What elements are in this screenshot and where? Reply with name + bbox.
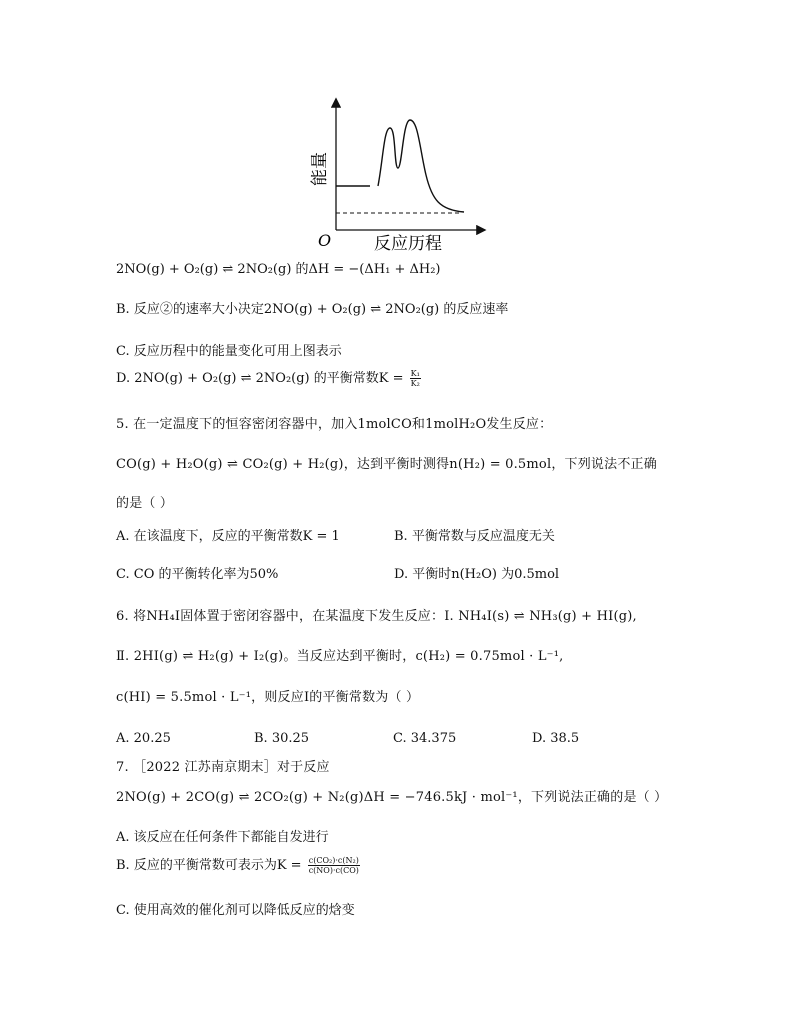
q6-stem-1: 6. 将NH₄I固体置于密闭容器中，在某温度下发生反应：Ⅰ. NH₄I(s) ⇌ NH₃(g) + HI(g), [116, 609, 637, 624]
q6-option-a: A. 20.25 [116, 731, 171, 746]
q7-stem-2: 2NO(g) + 2CO(g) ⇌ 2CO₂(g) + N₂(g)ΔH = −746.5kJ · mol⁻¹，下列说法正确的是（ ） [116, 790, 668, 805]
q7-option-c: C. 使用高效的催化剂可以降低反应的焓变 [116, 903, 355, 918]
k-fraction: $\frac{\text{K₁}}{\text{K₂}}$ [410, 369, 420, 388]
q7-option-b: B. 反应的平衡常数可表示为K = $\frac{\text{c(CO₂)·c(N₂)}}{c(NO)\cdot c(CO)}$ [116, 856, 359, 875]
energy-curve [336, 120, 464, 212]
q5-stem-3: 的是（ ） [116, 496, 174, 511]
origin-label: O [318, 231, 332, 250]
q6-option-d: D. 38.5 [532, 731, 580, 746]
option-a: 2NO(g) + O₂(g) ⇌ 2NO₂(g) 的ΔH = −(ΔH₁ + ΔH₂) [116, 262, 441, 277]
q5-stem-2: CO(g) + H₂O(g) ⇌ CO₂(g) + H₂(g)，达到平衡时测得n(H₂) = 0.5mol，下列说法不正确 [116, 457, 657, 472]
option-b: B. 反应②的速率大小决定2NO(g) + O₂(g) ⇌ 2NO₂(g) 的反应速率 [116, 302, 509, 317]
q7-option-a: A. 该反应在任何条件下都能自发进行 [116, 830, 329, 845]
q5-option-a: A. 在该温度下，反应的平衡常数K = 1 [116, 529, 340, 544]
option-c: C. 反应历程中的能量变化可用上图表示 [116, 344, 342, 359]
q5-option-b: B. 平衡常数与反应温度无关 [394, 529, 555, 544]
x-axis-label: 反应历程 [374, 234, 442, 254]
q6-stem-2: Ⅱ. 2HI(g) ⇌ H₂(g) + I₂(g)。当反应达到平衡时，c(H₂) = 0.75mol · L⁻¹, [116, 649, 564, 664]
q5-stem-1: 5. 在一定温度下的恒容密闭容器中，加入1molCO和1molH₂O发生反应： [116, 417, 553, 432]
q7-stem-1: 7. ［2022 江苏南京期末］对于反应 [116, 760, 330, 775]
option-d: D. 2NO(g) + O₂(g) ⇌ 2NO₂(g) 的平衡常数K = $\frac{\text{K₁}}{\text{K₂}}$ [116, 369, 420, 388]
q6-option-b: B. 30.25 [254, 731, 310, 746]
y-axis-label: 能量 [310, 152, 330, 186]
equilibrium-fraction: $\frac{\text{c(CO₂)·c(N₂)}}{c(NO)\cdot c(CO)}$ [308, 856, 359, 875]
q5-option-c: C. CO 的平衡转化率为50% [116, 567, 279, 582]
q5-option-d: D. 平衡时n(H₂O) 为0.5mol [394, 567, 560, 582]
q6-stem-3: c(HI) = 5.5mol · L⁻¹，则反应Ⅰ的平衡常数为（ ） [116, 690, 420, 705]
q6-option-c: C. 34.375 [393, 731, 457, 746]
